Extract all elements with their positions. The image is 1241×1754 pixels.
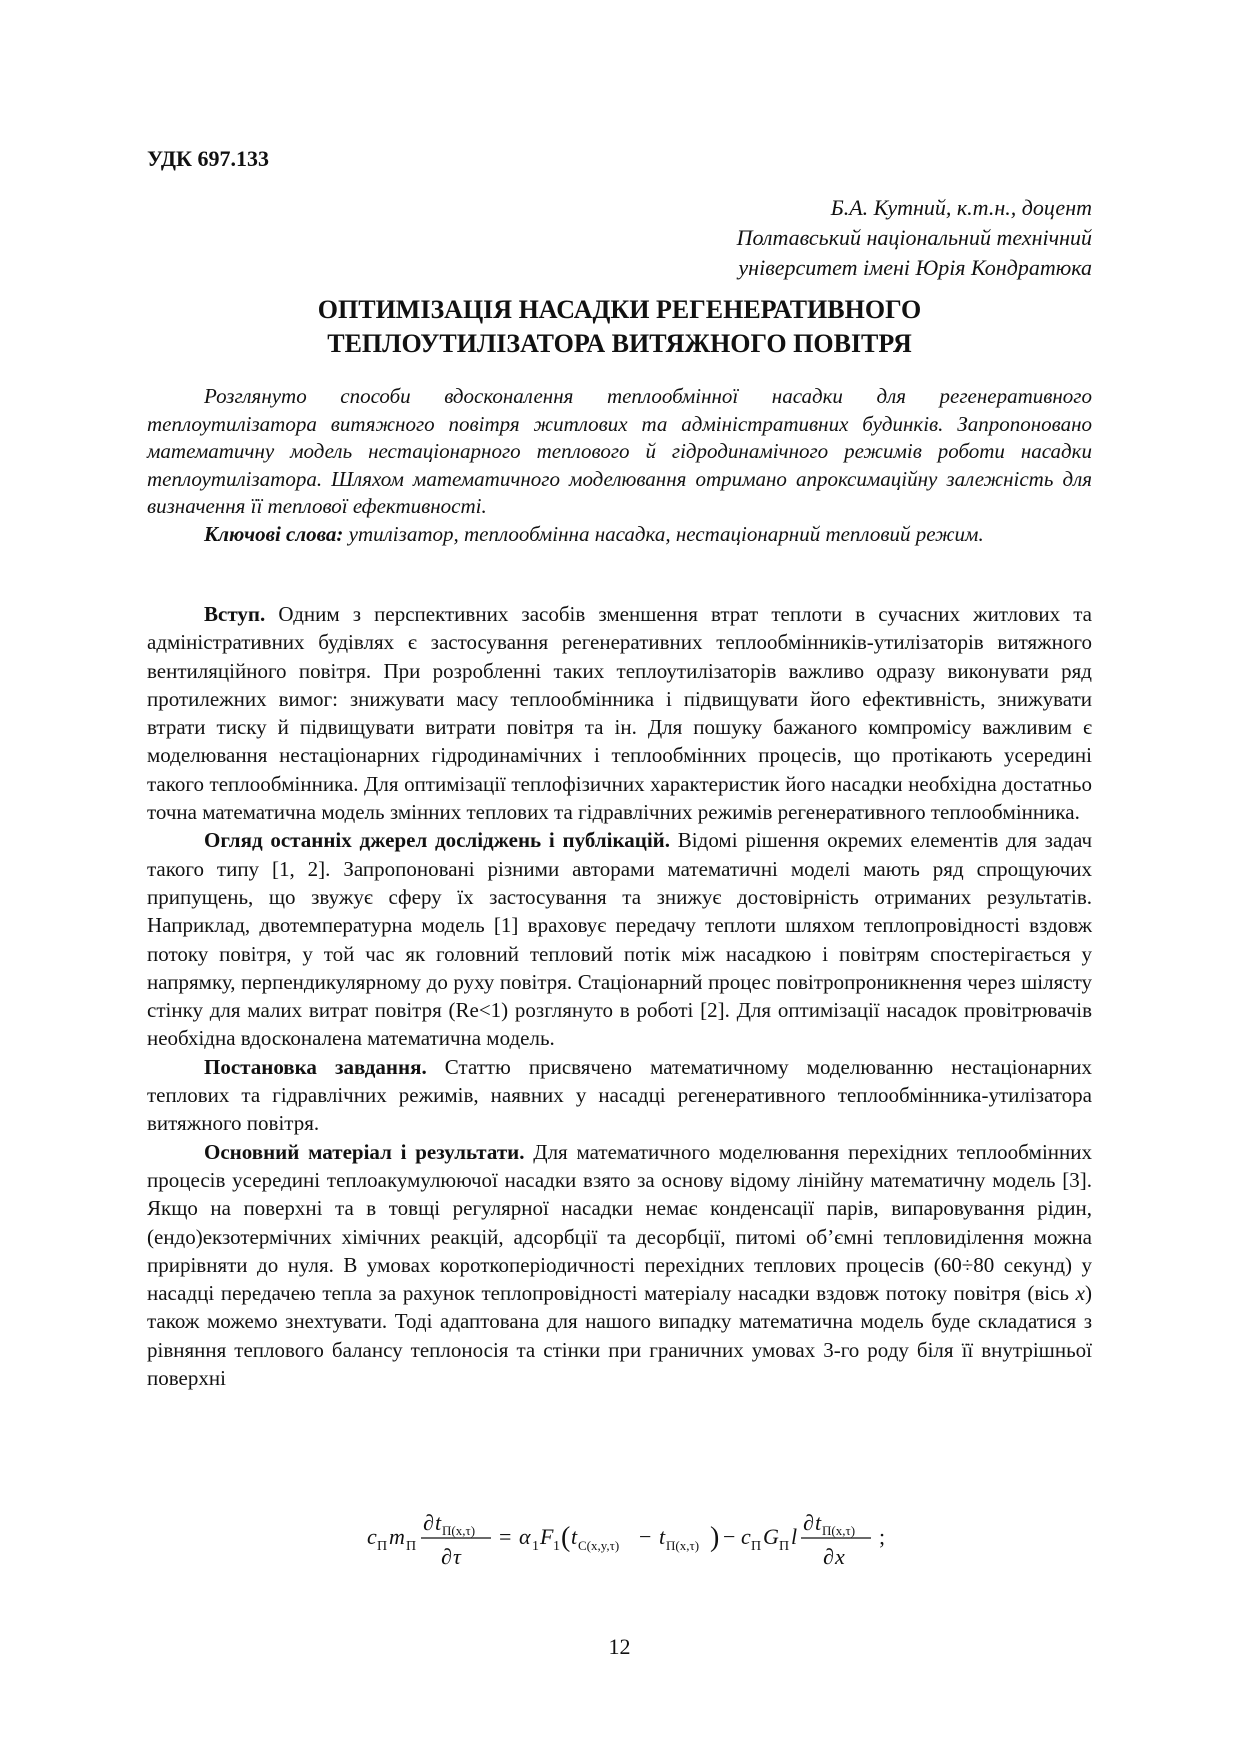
eq-t-4: t <box>815 1510 822 1535</box>
eq-minus-1: − <box>639 1524 652 1549</box>
review-paragraph <box>147 826 1092 1052</box>
task-text: Статтю присвячено математичному моделюванню нестаціонарних теплових та гідравлічних режимів, наявних у насадці регенеративного теплообмінника-утилізатора витяжного повітря. <box>147 1054 1092 1136</box>
author-block <box>737 193 1092 283</box>
heat-balance-equation <box>147 1500 1092 1580</box>
eq-partial-2: ∂ <box>441 1544 452 1569</box>
article-body <box>147 600 1092 1392</box>
author-affiliation-line1: Полтавський національний технічний <box>736 225 1092 250</box>
eq-t-1: t <box>435 1510 442 1535</box>
eq-partial-1: ∂ <box>423 1510 434 1535</box>
intro-text: Одним з перспективних засобів зменшення втрат теплоти в сучасних житлових та адміністративних будівлях є застосування регенеративних теплообмінників-утилізаторів витяжного вентиляційного повітря. При розробленні таких теплоутилізаторів важливо одразу виконувати ряд протилежних вимог: знижувати масу теплообмінника і підвищувати його ефективність, знижувати втрати тиску й підвищувати витрати повітря та ін. Для пошуку бажаного компромісу важливим є моделювання нестаціонарних гідродинамічних і теплообмінних процесів, що протікають усередині такого теплообмінника. Для оптимізації теплофізичних характеристик його насадки необхідна достатньо точна математична модель змінних теплових та гідравлічних режимів регенеративного теплообмінника. <box>147 602 1092 825</box>
eq-sub-p-2: П <box>406 1539 417 1554</box>
author-affiliation-line2: університет імені Юрія Кондратюка <box>738 255 1092 280</box>
eq-sub-cxytau: C(x,y,τ) <box>578 1538 620 1553</box>
page-number: 12 <box>608 1634 631 1659</box>
eq-sub-p-1: П <box>377 1539 388 1554</box>
eq-alpha: α <box>519 1524 531 1549</box>
eq-equals: = <box>499 1524 512 1549</box>
main-text-1: Для математичного моделювання перехідних теплообмінних процесів усередині теплоакумулюючої насадки взято за основу відому лінійну математичну модель [3]. Якщо на поверхні та в товщі регулярної насадки немає конденсації парів, випаровування рідин, (ендо)екзотермічних хімічних реакцій, адсорбції та десорбції, питомі об’ємні тепловиділення можна прирівняти до нуля. В умовах короткоперіодичності перехідних теплових процесів (60÷80 секунд) у насадці передачею тепла за рахунок теплопровідності матеріалу насадки вздовж потоку повітря (вісь <box>147 1139 1092 1306</box>
main-paragraph <box>147 1138 1092 1393</box>
eq-sub-pxtau-3: П(x,τ) <box>822 1523 856 1538</box>
eq-t-2: t <box>571 1524 578 1549</box>
intro-paragraph <box>147 600 1092 826</box>
eq-m: m <box>389 1524 405 1549</box>
review-text: Відомі рішення окремих елементів для задач такого типу [1, 2]. Запропоновані різними авторами математичні моделі мають ряд спрощуючих припущень, що звужує сферу їх застосування та знижує достовірність отриманих результатів. Наприклад, двотемпературна модель [1] враховує передачу теплоти шляхом теплопровідності вздовж потоку повітря, у той час як головний тепловий потік між насадкою і повітрям спостерігається у напрямку, перпендикулярному до руху повітря. Стаціонарний процес повітропроникнення через шілясту стінку для малих витрат повітря (Re<1) розглянуто в роботі [2]. Для оптимізації насадок провітрювачів необхідна вдосконалена математична модель. <box>147 828 1092 1051</box>
udk-code: УДК 697.133 <box>147 146 270 171</box>
eq-rparen: ) <box>710 1522 720 1553</box>
review-heading: Огляд останніх джерел досліджень і публікацій. <box>204 828 671 853</box>
eq-sub-pxtau-1: П(x,τ) <box>442 1523 476 1538</box>
eq-lparen: ( <box>561 1522 571 1553</box>
title-line-1: ОПТИМІЗАЦІЯ НАСАДКИ РЕГЕНЕРАТИВНОГО <box>317 295 922 324</box>
equation-svg <box>367 1500 927 1580</box>
eq-tau: τ <box>453 1544 461 1569</box>
keywords-label: Ключові слова: <box>204 521 344 546</box>
eq-c-2: c <box>741 1524 751 1549</box>
eq-x: x <box>835 1544 845 1569</box>
abstract <box>147 383 1092 549</box>
title-line-2: ТЕПЛОУТИЛІЗАТОРА ВИТЯЖНОГО ПОВІТРЯ <box>327 329 912 358</box>
eq-l: l <box>791 1524 798 1549</box>
author-name: Б.А. Кутний, к.т.н., доцент <box>830 195 1092 220</box>
eq-sub-pxtau-2: П(x,τ) <box>666 1538 700 1553</box>
eq-sub-p-3: П <box>751 1539 762 1554</box>
eq-partial-3: ∂ <box>803 1510 814 1535</box>
paper-title <box>147 293 1092 361</box>
eq-partial-4: ∂ <box>823 1544 834 1569</box>
eq-semicolon: ; <box>879 1524 886 1549</box>
eq-F: F <box>540 1524 554 1549</box>
intro-heading: Вступ. <box>204 602 266 626</box>
eq-sub-p-4: П <box>779 1539 790 1554</box>
eq-G: G <box>763 1524 779 1549</box>
abstract-text: Розглянуто способи вдосконалення теплообмінної насадки для регенеративного теплоутилізатора витяжного повітря житлових та адміністративних будинків. Запропоновано математичну модель нестаціонарного теплового й гідродинамічного режимів роботи насадки теплоутилізатора. Шляхом математичного моделювання отримано апроксимаційну залежність для визначення її теплової ефективності. <box>147 384 1092 519</box>
eq-c: c <box>367 1524 377 1549</box>
keywords-text: утилізатор, теплообмінна насадка, нестаціонарний тепловий режим. <box>343 521 984 546</box>
eq-minus-2: − <box>723 1524 736 1549</box>
eq-sub-1a: 1 <box>532 1539 539 1554</box>
paper-page <box>147 0 1092 1754</box>
eq-sub-1b: 1 <box>553 1539 560 1554</box>
main-heading: Основний матеріал і результати. <box>204 1139 525 1164</box>
main-axis-symbol: x <box>1075 1281 1085 1306</box>
task-paragraph <box>147 1053 1092 1138</box>
task-heading: Постановка завдання. <box>204 1054 427 1079</box>
eq-t-3: t <box>659 1524 666 1549</box>
keywords <box>147 521 1092 549</box>
main-text-2: ) також можемо знехтувати. Тоді адаптована для нашого випадку математична модель буде складатися з рівняння теплового балансу теплоносія та стінки при граничних умовах 3-го роду біля її внутрішньої поверхні <box>147 1281 1092 1391</box>
